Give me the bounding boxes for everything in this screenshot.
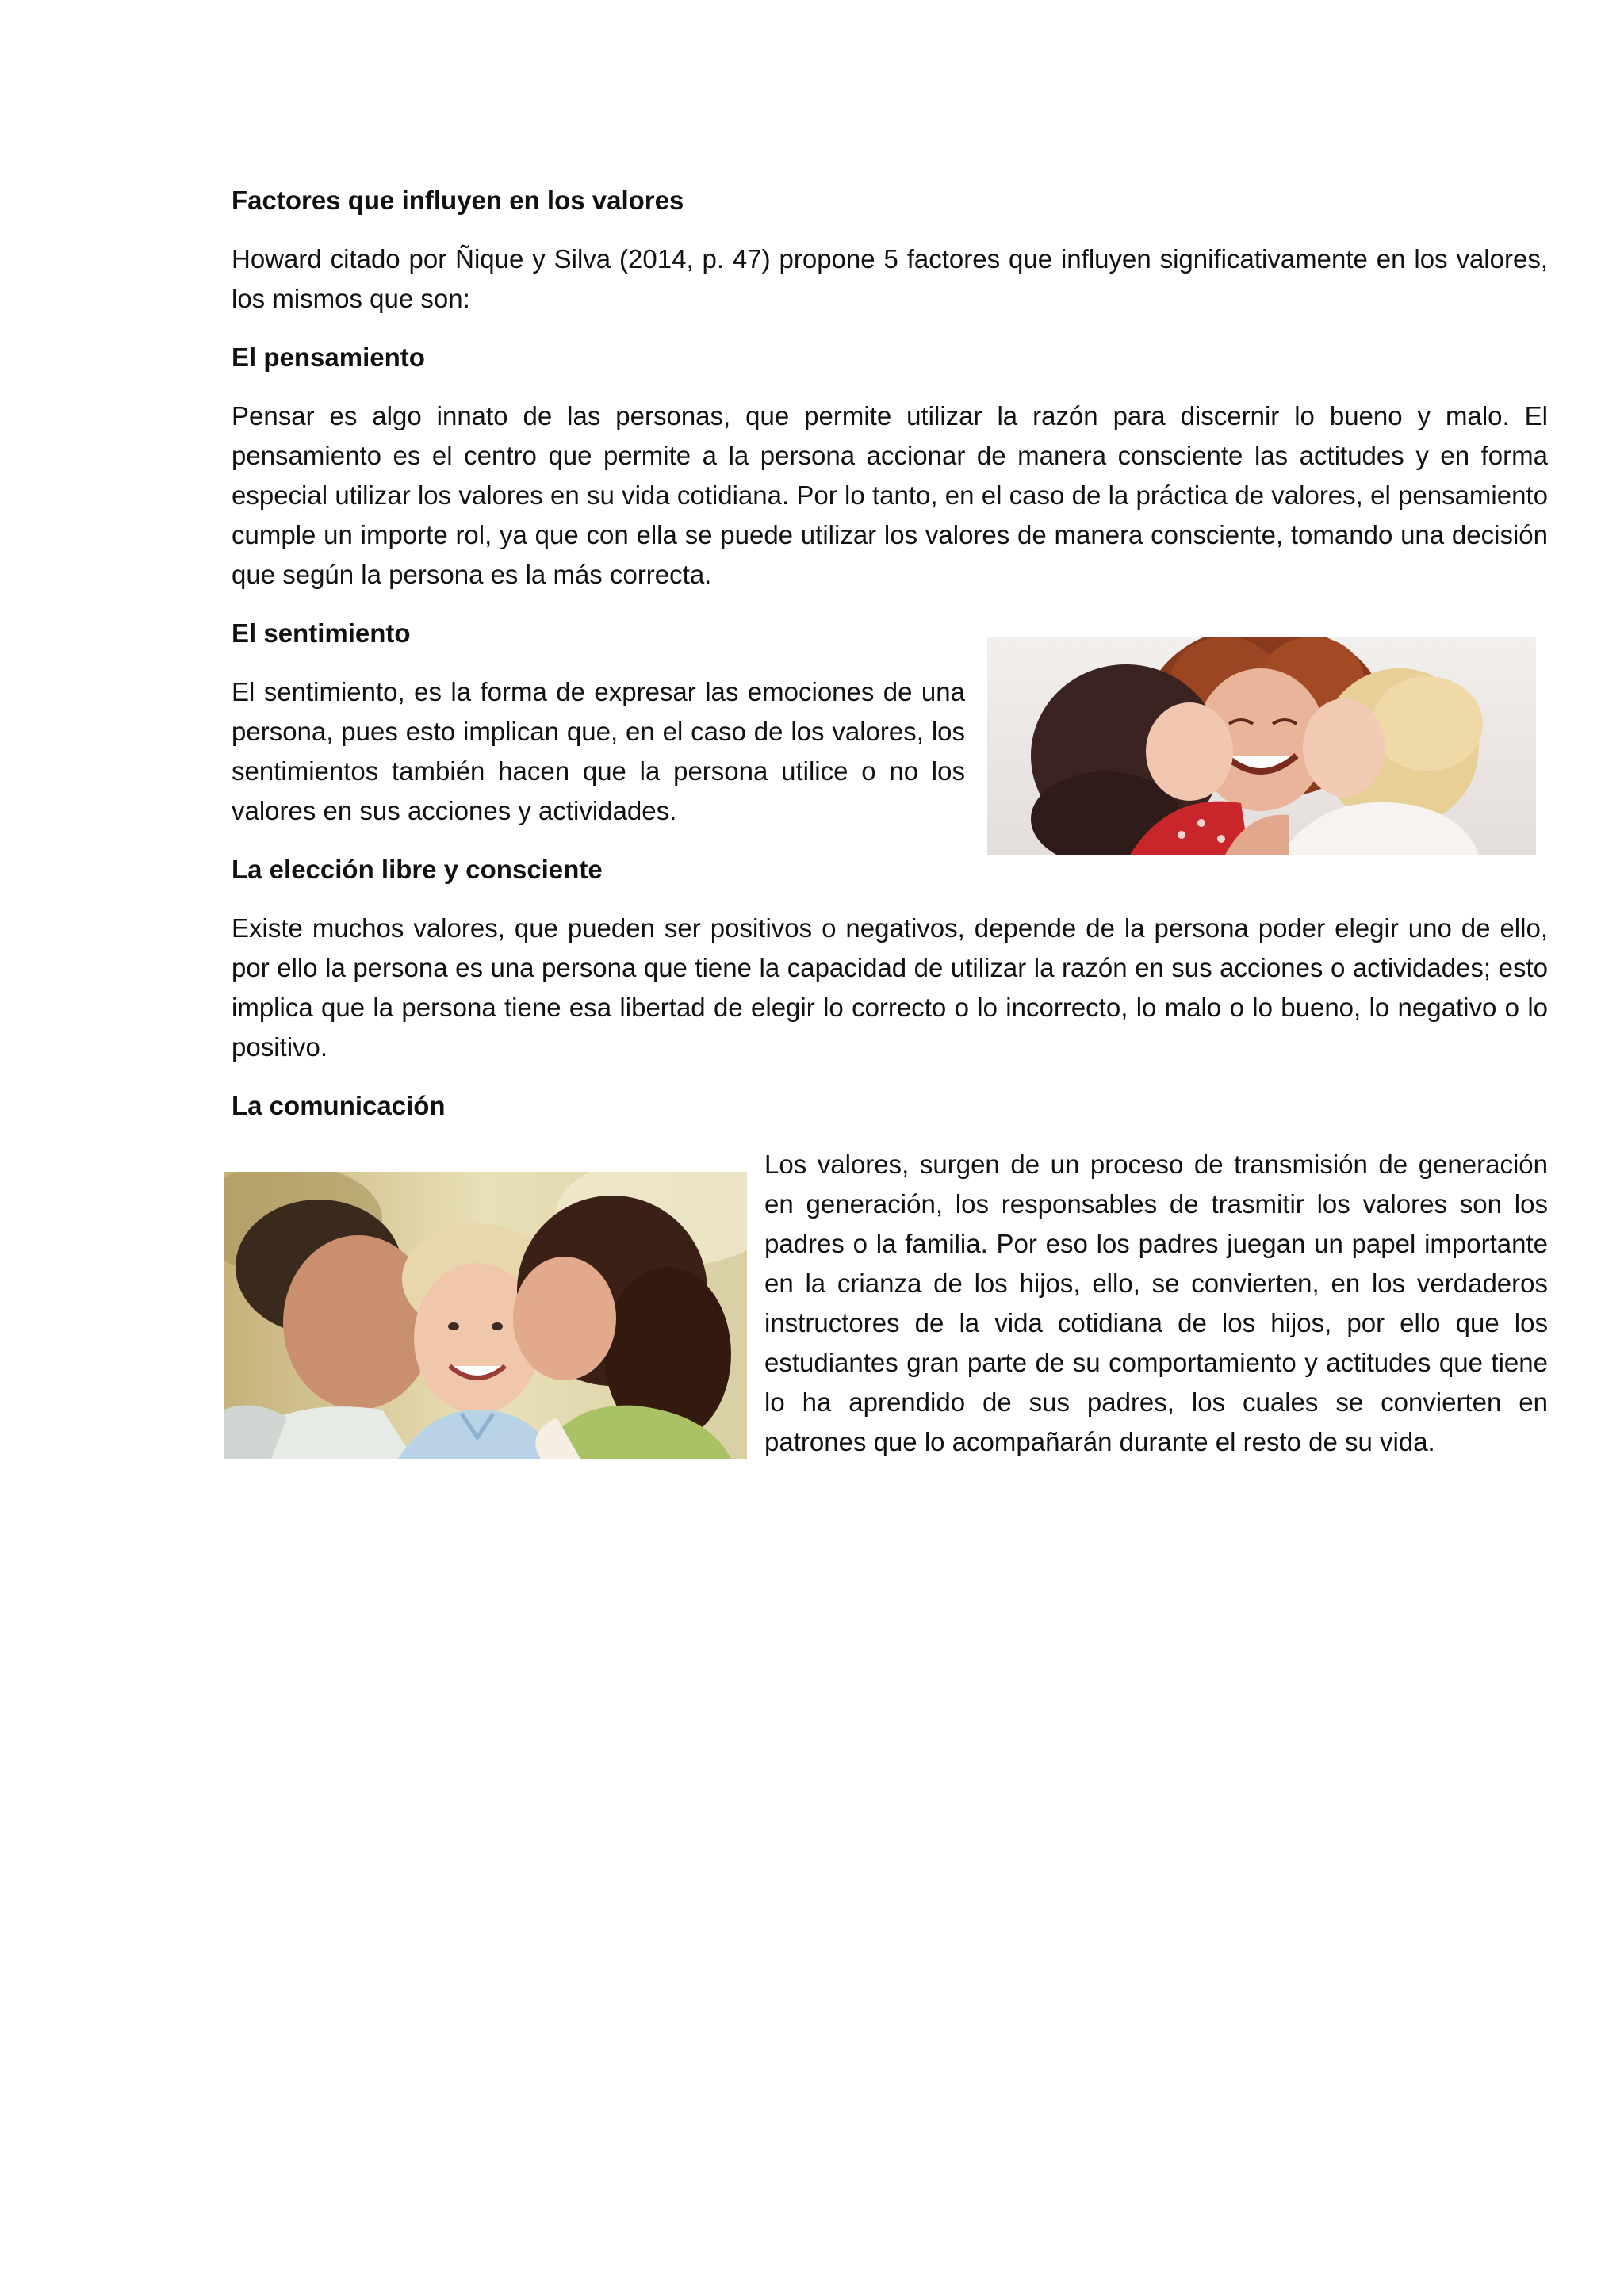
section-text-pensamiento: Pensar es algo innato de las personas, que permite utilizar la razón para discernir lo bueno y malo. El pensamiento es el centro que permite a la persona accionar de manera consciente las actitudes y en forma especial utilizar los valores en su vida cotidiana. Por lo tanto, en el caso de la práctica de valores, el pensamiento cumple un importe rol, ya que con ella se puede utilizar los valores de manera consciente, tomando una decisión que según la persona es la más correcta. bbox=[232, 401, 1548, 589]
section-heading-eleccion: La elección libre y consciente bbox=[232, 855, 603, 884]
section-heading-comunicacion: La comunicación bbox=[232, 1091, 446, 1120]
parents-kissing-child-photo bbox=[224, 1172, 747, 1459]
section-text-eleccion: Existe muchos valores, que pueden ser positivos o negativos, depende de la persona poder elegir uno de ello, por ello la persona es una persona que tiene la capacidad de utilizar la razón en sus acciones o actividades; esto implica que la persona tiene esa libertad de elegir lo correcto o lo incorrecto, lo malo o lo bueno, lo negativo o lo positivo. bbox=[232, 913, 1548, 1062]
section-text-sentimiento: El sentimiento, es la forma de expresar las emociones de una persona, pues esto implican que, en el caso de los valores, los sentimientos también hacen que la persona utilice o no los valores en sus acciones y actividades. bbox=[232, 677, 965, 825]
document-title: Factores que influyen en los valores bbox=[232, 186, 684, 215]
intro-paragraph: Howard citado por Ñique y Silva (2014, p. 47) propone 5 factores que influyen significativamente en los valores, los mismos que son: bbox=[232, 244, 1548, 313]
parents-child-illustration bbox=[224, 1172, 747, 1459]
family-hug-photo bbox=[987, 637, 1536, 855]
section-heading-sentimiento: El sentimiento bbox=[232, 618, 411, 648]
section-heading-pensamiento: El pensamiento bbox=[232, 342, 425, 372]
family-hug-illustration bbox=[987, 637, 1536, 855]
section-text-comunicacion: Los valores, surgen de un proceso de transmisión de generación en generación, los responsables de trasmitir los valores son los padres o la familia. Por eso los padres juegan un papel importante en la crianza de los hijos, ello, se convierten, en los verdaderos instructores de la vida cotidiana de los hijos, por ello que los estudiantes gran parte de su comportamiento y actitudes que tiene lo ha aprendido de sus padres, los cuales se convierten en patrones que lo acompañarán durante el resto de su vida. bbox=[764, 1150, 1548, 1456]
